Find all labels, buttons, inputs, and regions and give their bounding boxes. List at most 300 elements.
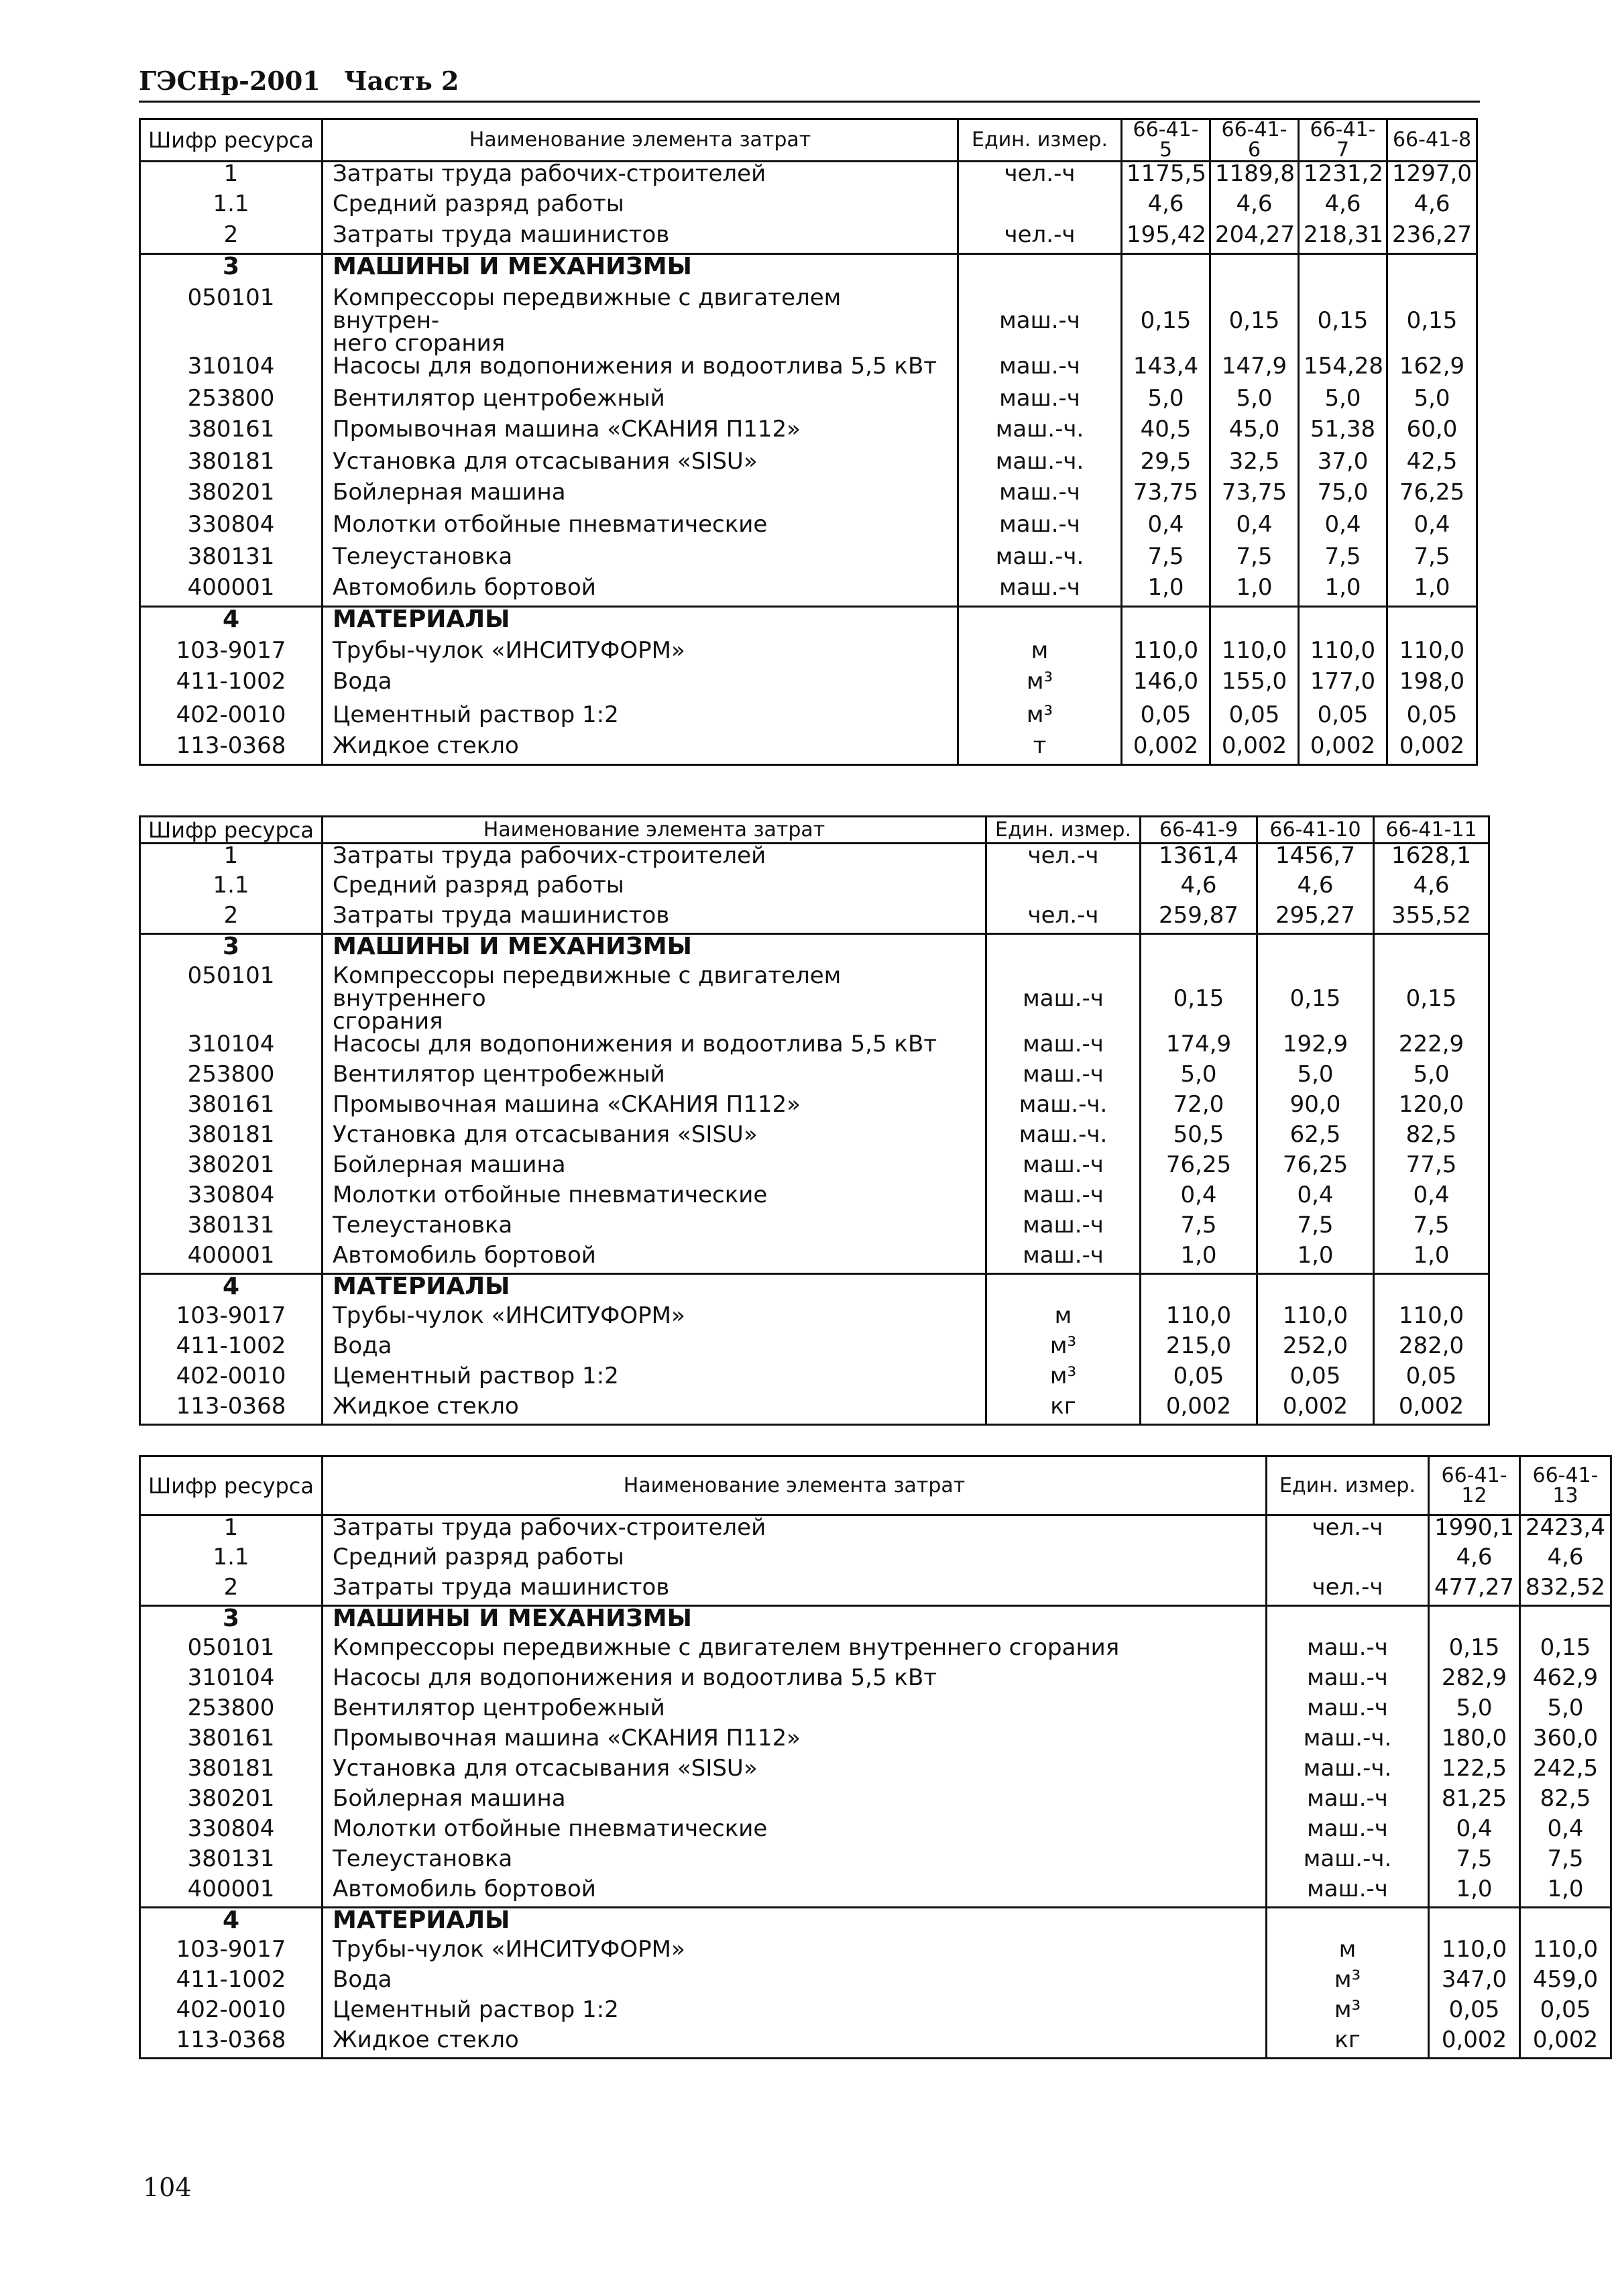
norm-value: 110,0 xyxy=(1210,639,1299,670)
resource-code: 3 xyxy=(140,254,323,286)
table-row xyxy=(140,844,1489,874)
cost-item-name: Компрессоры передвижные с двигателем внутреннего сгорания xyxy=(323,964,986,1033)
norm-value: 4,6 xyxy=(1520,1546,1611,1576)
norm-value xyxy=(1122,254,1210,286)
column-header-norm: 66-41-10 xyxy=(1257,817,1374,844)
cost-item-name: Молотки отбойные пневматические xyxy=(323,1184,986,1214)
page-number: 104 xyxy=(143,2173,192,2202)
norm-value xyxy=(1257,934,1374,964)
norm-value: 0,002 xyxy=(1257,1395,1374,1425)
norm-value: 5,0 xyxy=(1520,1697,1611,1727)
resource-code: 4 xyxy=(140,1908,323,1938)
cost-item-name: Промывочная машина «СКАНИЯ П112» xyxy=(323,1093,986,1123)
resource-code: 380131 xyxy=(140,1214,323,1244)
resource-code: 253800 xyxy=(140,387,323,418)
unit-of-measure: м xyxy=(1267,1938,1429,1968)
unit-of-measure: маш.-ч. xyxy=(958,545,1122,576)
table-row xyxy=(140,1395,1489,1425)
norm-value: 259,87 xyxy=(1141,904,1257,934)
unit-of-measure: чел.-ч xyxy=(1267,1576,1429,1606)
resource-code: 103-9017 xyxy=(140,1304,323,1334)
cost-item-name: Автомобиль бортовой xyxy=(323,576,958,607)
norm-value: 0,4 xyxy=(1122,513,1210,545)
cost-item-name: Насосы для водопонижения и водоотлива 5,5 кВт xyxy=(323,355,958,387)
resource-code: 1.1 xyxy=(140,874,323,904)
unit-of-measure: маш.-ч xyxy=(986,964,1141,1033)
cost-item-name: Средний разряд работы xyxy=(323,1546,1267,1576)
column-header-code: Шифр ресурса xyxy=(140,119,323,162)
norm-value: 0,05 xyxy=(1374,1365,1489,1395)
cost-item-name: Трубы-чулок «ИНСИТУФОРМ» xyxy=(323,1304,986,1334)
norm-value: 122,5 xyxy=(1429,1757,1520,1787)
resource-code: 2 xyxy=(140,904,323,934)
norm-value: 0,05 xyxy=(1141,1365,1257,1395)
table-row xyxy=(140,874,1489,904)
unit-of-measure xyxy=(1267,1546,1429,1576)
norm-value: 0,4 xyxy=(1299,513,1387,545)
table-row xyxy=(140,1847,1611,1878)
norm-value: 0,05 xyxy=(1210,703,1299,734)
unit-of-measure: маш.-ч. xyxy=(986,1123,1141,1153)
unit-of-measure xyxy=(1267,1606,1429,1636)
resource-code: 310104 xyxy=(140,1033,323,1063)
cost-item-name: Затраты труда рабочих-строителей xyxy=(323,844,986,874)
table-row xyxy=(140,1666,1611,1697)
column-header-code: Шифр ресурса xyxy=(140,817,323,844)
norm-value: 1990,1 xyxy=(1429,1515,1520,1546)
header-rule xyxy=(139,101,1480,103)
norm-value: 1,0 xyxy=(1520,1878,1611,1908)
unit-of-measure: маш.-ч xyxy=(1267,1878,1429,1908)
section-title: МАТЕРИАЛЫ xyxy=(323,607,958,639)
resource-code: 3 xyxy=(140,934,323,964)
cost-item-name: Жидкое стекло xyxy=(323,2028,1267,2059)
table-row xyxy=(140,1093,1489,1123)
norm-value: 110,0 xyxy=(1257,1304,1374,1334)
norm-value: 7,5 xyxy=(1210,545,1299,576)
norm-value: 110,0 xyxy=(1299,639,1387,670)
cost-item-name: Автомобиль бортовой xyxy=(323,1878,1267,1908)
norm-value xyxy=(1299,254,1387,286)
table-row xyxy=(140,670,1477,703)
norm-value: 0,05 xyxy=(1257,1365,1374,1395)
unit-of-measure: маш.-ч. xyxy=(1267,1727,1429,1757)
norm-value xyxy=(1387,607,1477,639)
norm-value: 40,5 xyxy=(1122,418,1210,450)
norm-value: 5,0 xyxy=(1299,387,1387,418)
resource-code: 380181 xyxy=(140,1123,323,1153)
norm-value: 7,5 xyxy=(1520,1847,1611,1878)
norm-value: 0,4 xyxy=(1210,513,1299,545)
cost-item-name: Вентилятор центробежный xyxy=(323,387,958,418)
norm-value: 295,27 xyxy=(1257,904,1374,934)
resource-code: 3 xyxy=(140,1606,323,1636)
table-row xyxy=(140,1787,1611,1817)
table-row xyxy=(140,192,1477,223)
resource-code: 1.1 xyxy=(140,1546,323,1576)
resource-code: 380161 xyxy=(140,1727,323,1757)
unit-of-measure: м xyxy=(986,1304,1141,1334)
resource-code: 1 xyxy=(140,162,323,192)
cost-item-name: Вентилятор центробежный xyxy=(323,1697,1267,1727)
norm-value: 1,0 xyxy=(1141,1244,1257,1274)
norm-value: 81,25 xyxy=(1429,1787,1520,1817)
resource-code: 411-1002 xyxy=(140,1334,323,1365)
unit-of-measure: маш.-ч xyxy=(1267,1787,1429,1817)
norm-value: 0,002 xyxy=(1387,734,1477,765)
resource-code: 4 xyxy=(140,1274,323,1304)
section-title: МАШИНЫ И МЕХАНИЗМЫ xyxy=(323,1606,1267,1636)
column-header-norm: 66-41- 13 xyxy=(1520,1456,1611,1515)
unit-of-measure: маш.-ч xyxy=(986,1214,1141,1244)
norm-value: 1175,5 xyxy=(1122,162,1210,192)
norm-value: 5,0 xyxy=(1141,1063,1257,1093)
norm-value: 75,0 xyxy=(1299,481,1387,513)
unit-of-measure: маш.-ч xyxy=(986,1063,1141,1093)
unit-of-measure: м³ xyxy=(986,1365,1141,1395)
resource-code: 380181 xyxy=(140,450,323,481)
norm-value: 77,5 xyxy=(1374,1153,1489,1184)
norm-value: 0,4 xyxy=(1374,1184,1489,1214)
norm-value: 32,5 xyxy=(1210,450,1299,481)
norm-value xyxy=(1257,1274,1374,1304)
resource-code: 402-0010 xyxy=(140,1365,323,1395)
document-part: Часть 2 xyxy=(343,66,459,96)
table-row xyxy=(140,1757,1611,1787)
resource-code: 380201 xyxy=(140,481,323,513)
norm-value: 360,0 xyxy=(1520,1727,1611,1757)
norm-value xyxy=(1387,254,1477,286)
norm-value: 0,002 xyxy=(1122,734,1210,765)
unit-of-measure: маш.-ч xyxy=(958,355,1122,387)
resource-code: 380131 xyxy=(140,1847,323,1878)
unit-of-measure: т xyxy=(958,734,1122,765)
resource-code: 380131 xyxy=(140,545,323,576)
norm-value: 0,15 xyxy=(1122,286,1210,355)
norm-value xyxy=(1122,607,1210,639)
norm-value: 236,27 xyxy=(1387,223,1477,254)
cost-item-name: Цементный раствор 1:2 xyxy=(323,703,958,734)
resource-code: 113-0368 xyxy=(140,734,323,765)
norm-value: 4,6 xyxy=(1122,192,1210,223)
unit-of-measure xyxy=(958,254,1122,286)
resource-code: 1.1 xyxy=(140,192,323,223)
resource-code: 103-9017 xyxy=(140,639,323,670)
norm-value: 0,15 xyxy=(1141,964,1257,1033)
cost-item-name: Вода xyxy=(323,1968,1267,1998)
cost-item-name: Компрессоры передвижные с двигателем внутреннего сгорания xyxy=(323,1636,1267,1666)
norm-value: 1297,0 xyxy=(1387,162,1477,192)
cost-item-name: Вода xyxy=(323,670,958,703)
norm-value: 7,5 xyxy=(1141,1214,1257,1244)
norm-value: 0,002 xyxy=(1299,734,1387,765)
column-header-name: Наименование элемента затрат xyxy=(323,1456,1267,1515)
table-row xyxy=(140,1998,1611,2028)
norm-value xyxy=(1374,1274,1489,1304)
unit-of-measure: м³ xyxy=(958,703,1122,734)
table-row xyxy=(140,1636,1611,1666)
unit-of-measure xyxy=(958,607,1122,639)
column-header-code: Шифр ресурса xyxy=(140,1456,323,1515)
unit-of-measure: чел.-ч xyxy=(958,223,1122,254)
unit-of-measure xyxy=(958,192,1122,223)
resource-code: 1 xyxy=(140,1515,323,1546)
section-title: МАТЕРИАЛЫ xyxy=(323,1274,986,1304)
unit-of-measure: маш.-ч. xyxy=(1267,1847,1429,1878)
cost-item-name: Автомобиль бортовой xyxy=(323,1244,986,1274)
section-title: МАШИНЫ И МЕХАНИЗМЫ xyxy=(323,934,986,964)
cost-item-name: Телеустановка xyxy=(323,1847,1267,1878)
norm-value: 1,0 xyxy=(1374,1244,1489,1274)
resource-code: 400001 xyxy=(140,1244,323,1274)
table-row xyxy=(140,162,1477,192)
table-row xyxy=(140,418,1477,450)
unit-of-measure: кг xyxy=(986,1395,1141,1425)
norm-value: 120,0 xyxy=(1374,1093,1489,1123)
table-row xyxy=(140,254,1477,286)
norm-value: 0,002 xyxy=(1210,734,1299,765)
table-row xyxy=(140,1968,1611,1998)
norm-value: 0,15 xyxy=(1429,1636,1520,1666)
norm-value: 37,0 xyxy=(1299,450,1387,481)
norm-value: 5,0 xyxy=(1210,387,1299,418)
norm-value: 29,5 xyxy=(1122,450,1210,481)
resource-code: 380201 xyxy=(140,1787,323,1817)
table-row xyxy=(140,576,1477,607)
unit-of-measure: маш.-ч. xyxy=(986,1093,1141,1123)
norm-value: 5,0 xyxy=(1429,1697,1520,1727)
cost-item-name: Молотки отбойные пневматические xyxy=(323,1817,1267,1847)
table-row xyxy=(140,1153,1489,1184)
unit-of-measure: маш.-ч xyxy=(958,513,1122,545)
norm-value: 1628,1 xyxy=(1374,844,1489,874)
cost-item-name: Насосы для водопонижения и водоотлива 5,5 кВт xyxy=(323,1033,986,1063)
table-row xyxy=(140,2028,1611,2059)
unit-of-measure: м xyxy=(958,639,1122,670)
table-row xyxy=(140,355,1477,387)
norm-value: 195,42 xyxy=(1122,223,1210,254)
unit-of-measure: маш.-ч. xyxy=(958,450,1122,481)
norm-value: 155,0 xyxy=(1210,670,1299,703)
resource-code: 380161 xyxy=(140,1093,323,1123)
resource-code: 4 xyxy=(140,607,323,639)
norm-value: 0,05 xyxy=(1429,1998,1520,2028)
norm-value: 180,0 xyxy=(1429,1727,1520,1757)
norm-value: 1456,7 xyxy=(1257,844,1374,874)
table-row xyxy=(140,1334,1489,1365)
unit-of-measure: маш.-ч xyxy=(958,576,1122,607)
cost-item-name: Установка для отсасывания «SISU» xyxy=(323,450,958,481)
norm-value: 7,5 xyxy=(1299,545,1387,576)
norm-value: 1,0 xyxy=(1257,1244,1374,1274)
unit-of-measure: кг xyxy=(1267,2028,1429,2059)
unit-of-measure: м³ xyxy=(958,670,1122,703)
table-row xyxy=(140,734,1477,765)
header-row xyxy=(140,1456,1611,1515)
resource-code: 380161 xyxy=(140,418,323,450)
norm-value: 218,31 xyxy=(1299,223,1387,254)
cost-item-name: Бойлерная машина xyxy=(323,1787,1267,1817)
resource-code: 402-0010 xyxy=(140,1998,323,2028)
norm-value: 832,52 xyxy=(1520,1576,1611,1606)
column-header-unit: Един. измер. xyxy=(986,817,1141,844)
norm-value: 0,4 xyxy=(1387,513,1477,545)
norm-value: 147,9 xyxy=(1210,355,1299,387)
unit-of-measure xyxy=(986,934,1141,964)
resource-code: 380201 xyxy=(140,1153,323,1184)
norm-value: 7,5 xyxy=(1122,545,1210,576)
norm-value: 90,0 xyxy=(1257,1093,1374,1123)
table-row xyxy=(140,703,1477,734)
norm-value: 45,0 xyxy=(1210,418,1299,450)
norm-value: 7,5 xyxy=(1429,1847,1520,1878)
cost-item-name: Бойлерная машина xyxy=(323,481,958,513)
norm-value: 355,52 xyxy=(1374,904,1489,934)
table-row xyxy=(140,1515,1611,1546)
table-row xyxy=(140,1304,1489,1334)
norm-value xyxy=(1429,1908,1520,1938)
resource-code: 2 xyxy=(140,1576,323,1606)
norm-value xyxy=(1210,607,1299,639)
cost-item-name: Жидкое стекло xyxy=(323,734,958,765)
resource-code: 310104 xyxy=(140,355,323,387)
column-header-name: Наименование элемента затрат xyxy=(323,119,958,162)
norm-value: 154,28 xyxy=(1299,355,1387,387)
norm-value: 76,25 xyxy=(1141,1153,1257,1184)
table-row xyxy=(140,1123,1489,1153)
resource-code: 2 xyxy=(140,223,323,254)
unit-of-measure: маш.-ч xyxy=(958,286,1122,355)
norm-value: 42,5 xyxy=(1387,450,1477,481)
norm-value: 0,4 xyxy=(1520,1817,1611,1847)
norm-value xyxy=(1141,934,1257,964)
unit-of-measure: маш.-ч. xyxy=(1267,1757,1429,1787)
norm-value: 110,0 xyxy=(1387,639,1477,670)
column-header-name: Наименование элемента затрат xyxy=(323,817,986,844)
table-row xyxy=(140,1606,1611,1636)
norm-value: 1,0 xyxy=(1299,576,1387,607)
norm-value: 1,0 xyxy=(1387,576,1477,607)
cost-item-name: Затраты труда рабочих-строителей xyxy=(323,162,958,192)
cost-table-3 xyxy=(139,1455,1612,2059)
table-row xyxy=(140,1063,1489,1093)
cost-item-name: Телеустановка xyxy=(323,545,958,576)
header-row xyxy=(140,119,1477,162)
norm-value: 146,0 xyxy=(1122,670,1210,703)
resource-code: 050101 xyxy=(140,964,323,1033)
norm-value: 60,0 xyxy=(1387,418,1477,450)
norm-value: 0,15 xyxy=(1257,964,1374,1033)
norm-value: 0,4 xyxy=(1429,1817,1520,1847)
norm-value: 110,0 xyxy=(1122,639,1210,670)
norm-value xyxy=(1520,1908,1611,1938)
norm-value: 222,9 xyxy=(1374,1033,1489,1063)
cost-item-name: Цементный раствор 1:2 xyxy=(323,1365,986,1395)
unit-of-measure: маш.-ч xyxy=(1267,1666,1429,1697)
column-header-norm: 66-41-8 xyxy=(1387,119,1477,162)
table-row xyxy=(140,1244,1489,1274)
norm-value: 462,9 xyxy=(1520,1666,1611,1697)
norm-value: 7,5 xyxy=(1257,1214,1374,1244)
unit-of-measure: маш.-ч xyxy=(986,1244,1141,1274)
cost-item-name: Бойлерная машина xyxy=(323,1153,986,1184)
norm-value: 7,5 xyxy=(1374,1214,1489,1244)
norm-value: 143,4 xyxy=(1122,355,1210,387)
table-row xyxy=(140,286,1477,355)
table-row xyxy=(140,934,1489,964)
cost-item-name: Цементный раствор 1:2 xyxy=(323,1998,1267,2028)
column-header-norm: 66-41- 12 xyxy=(1429,1456,1520,1515)
table-row xyxy=(140,1938,1611,1968)
norm-value: 0,4 xyxy=(1141,1184,1257,1214)
norm-value: 1189,8 xyxy=(1210,162,1299,192)
norm-value: 0,15 xyxy=(1299,286,1387,355)
norm-value: 51,38 xyxy=(1299,418,1387,450)
norm-value: 477,27 xyxy=(1429,1576,1520,1606)
table-row xyxy=(140,1033,1489,1063)
norm-value: 110,0 xyxy=(1520,1938,1611,1968)
table-row xyxy=(140,1817,1611,1847)
header-row xyxy=(140,817,1489,844)
norm-value: 0,15 xyxy=(1520,1636,1611,1666)
table-row xyxy=(140,450,1477,481)
column-header-norm: 66-41-9 xyxy=(1141,817,1257,844)
resource-code: 330804 xyxy=(140,513,323,545)
norm-value: 0,002 xyxy=(1520,2028,1611,2059)
resource-code: 380181 xyxy=(140,1757,323,1787)
norm-value: 4,6 xyxy=(1387,192,1477,223)
table-row xyxy=(140,387,1477,418)
table-row xyxy=(140,1576,1611,1606)
cost-item-name: Трубы-чулок «ИНСИТУФОРМ» xyxy=(323,639,958,670)
norm-value: 5,0 xyxy=(1387,387,1477,418)
table-row xyxy=(140,1697,1611,1727)
norm-value: 0,05 xyxy=(1520,1998,1611,2028)
resource-code: 050101 xyxy=(140,286,323,355)
norm-value: 4,6 xyxy=(1210,192,1299,223)
resource-code: 253800 xyxy=(140,1697,323,1727)
unit-of-measure: маш.-ч xyxy=(958,387,1122,418)
table-row xyxy=(140,904,1489,934)
table-row xyxy=(140,639,1477,670)
norm-value xyxy=(1141,1274,1257,1304)
norm-value: 1361,4 xyxy=(1141,844,1257,874)
norm-value xyxy=(1520,1606,1611,1636)
norm-value: 5,0 xyxy=(1257,1063,1374,1093)
norm-value: 72,0 xyxy=(1141,1093,1257,1123)
cost-item-name: Затраты труда машинистов xyxy=(323,1576,1267,1606)
resource-code: 253800 xyxy=(140,1063,323,1093)
norm-value: 282,9 xyxy=(1429,1666,1520,1697)
norm-value: 0,15 xyxy=(1387,286,1477,355)
cost-table-2 xyxy=(139,815,1490,1426)
table-row xyxy=(140,1184,1489,1214)
cost-item-name: Промывочная машина «СКАНИЯ П112» xyxy=(323,1727,1267,1757)
norm-value: 1,0 xyxy=(1210,576,1299,607)
norm-value: 0,15 xyxy=(1210,286,1299,355)
page-header xyxy=(139,66,1480,106)
norm-value: 198,0 xyxy=(1387,670,1477,703)
unit-of-measure: маш.-ч xyxy=(986,1153,1141,1184)
column-header-unit: Един. измер. xyxy=(958,119,1122,162)
norm-value: 5,0 xyxy=(1122,387,1210,418)
norm-value: 110,0 xyxy=(1141,1304,1257,1334)
norm-value: 76,25 xyxy=(1257,1153,1374,1184)
norm-value: 1231,2 xyxy=(1299,162,1387,192)
norm-value xyxy=(1374,934,1489,964)
norm-value: 110,0 xyxy=(1429,1938,1520,1968)
unit-of-measure: маш.-ч xyxy=(958,481,1122,513)
